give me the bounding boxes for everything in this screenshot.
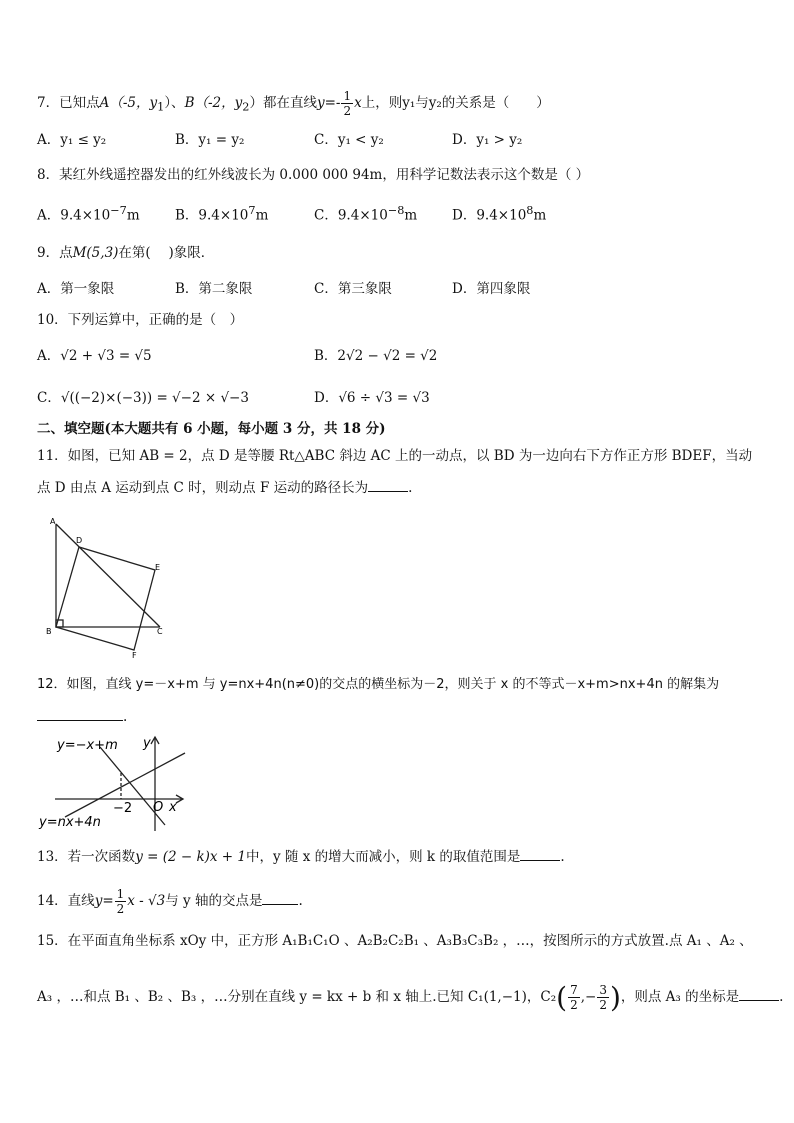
q11-label-b: B <box>46 627 52 636</box>
q12-label-x: x <box>169 800 177 815</box>
q12-stem-line2: . <box>37 708 127 726</box>
q11-answer-blank[interactable] <box>368 479 408 492</box>
q11-stem-line2: 点 D 由点 A 运动到点 C 时，则动点 F 运动的路径长为 . <box>37 480 413 496</box>
q8-option-a[interactable]: A．$9.4\times 10^{-7}m$ <box>37 204 140 224</box>
q7-option-b[interactable]: B．y₁ = y₂ <box>175 132 245 148</box>
q15-stem-line1: 15．在平面直角坐标系 xOy 中，正方形 A₁B₁C₁O 、A₂B₂C₂B₁ 、A₃B₃C₃B₂ ，…，按图所示的方式放置.点 A₁ 、A₂ 、 <box>37 933 753 949</box>
q14-fraction: $\frac{1}{2}$ <box>116 887 125 916</box>
q15-answer-blank[interactable] <box>739 988 779 1001</box>
q15-c2-y-fraction: $\frac{3}{2}$ <box>599 983 607 1012</box>
q11-stem-line1: 11．如图，已知 AB = 2，点 D 是等腰 Rt△ABC 斜边 AC 上的一动点，以 BD 为一边向右下方作正方形 BDEF，当动 <box>37 448 753 464</box>
q9-option-d[interactable]: D．第四象限 <box>452 281 531 297</box>
q13-stem: 13．若一次函数y = (2 − k)x + 1中，y 随 x 的增大而减小，则 k 的取值范围是 . <box>37 849 565 865</box>
q14-answer-blank[interactable] <box>262 892 298 905</box>
q7-option-c[interactable]: C．y₁ < y₂ <box>314 132 384 148</box>
q10-option-a[interactable]: A．√2 + √3 = √5 <box>37 348 152 364</box>
q7-option-d[interactable]: D．y₁ > y₂ <box>452 132 523 148</box>
q7-option-a[interactable]: A．y₁ ≤ y₂ <box>37 132 107 148</box>
q13-answer-blank[interactable] <box>520 848 560 861</box>
q12-label-y: y <box>143 736 151 751</box>
q12-stem-line1: 12．如图，直线 y=－x+m 与 y=nx+4n(n≠0)的交点的横坐标为－2，则关于 x 的不等式－x+m>nx+4n 的解集为 <box>37 677 720 692</box>
q11-label-a: A <box>50 517 56 526</box>
q8-option-c[interactable]: C．$9.4\times 10^{-8}m$ <box>314 204 418 224</box>
q11-figure <box>40 512 180 662</box>
q8-option-d[interactable]: D．$9.4\times 10^8m$ <box>452 204 547 224</box>
q7-stem: 7．已知点A（-5，$y_1$）、B（-2，$y_2$）都在直线y=- $\frac{1}{2}$ x上，则y₁与y₂的关系是（ ） <box>37 89 550 118</box>
section-2-title: 二、填空题(本大题共有 6 小题，每小题 3 分，共 18 分) <box>37 421 386 437</box>
q10-option-c[interactable]: C．√((−2)×(−3)) = √−2 × √−3 <box>37 390 249 406</box>
q15-stem-line2: A₃ ，…和点 B₁ 、B₂ 、B₃ ，…分别在直线 y = kx + b 和 x 轴上.已知 C₁(1,−1)，C₂( $\frac{7}{2}$ ,− $\frac{3}{2}$ )，则点 A₃ 的坐标是 . <box>37 980 784 1014</box>
q12-label-origin: O <box>153 800 164 815</box>
q11-label-c: C <box>157 627 163 636</box>
q15-c2-x-fraction: $\frac{7}{2}$ <box>570 983 578 1012</box>
q11-square-bdef <box>56 547 155 650</box>
q10-stem: 10．下列运算中，正确的是（ ） <box>37 312 244 328</box>
q14-stem: 14．直线y= $\frac{1}{2}$ x - √3与 y 轴的交点是 . <box>37 887 303 916</box>
q12-figure <box>35 733 190 833</box>
q9-stem: 9．点M(5,3)在第( )象限． <box>37 245 215 261</box>
q9-option-a[interactable]: A．第一象限 <box>37 281 115 297</box>
q8-stem: 8．某红外线遥控器发出的红外线波长为 0.000 000 94m，用科学记数法表示这个数是（ ） <box>37 167 590 183</box>
q10-option-b[interactable]: B．2√2 − √2 = √2 <box>314 348 438 364</box>
q12-label-tick: −2 <box>113 801 133 816</box>
q11-label-d: D <box>76 536 83 545</box>
q11-label-e: E <box>155 563 161 572</box>
q7-fraction: $\frac{1}{2}$ <box>343 89 352 118</box>
q11-label-f: F <box>132 651 137 660</box>
q12-answer-blank[interactable] <box>37 708 123 721</box>
q8-option-b[interactable]: B．$9.4\times 10^7m$ <box>175 204 269 224</box>
q12-label-line1: y=−x+m <box>57 738 118 753</box>
q12-label-line2: y=nx+4n <box>39 815 101 830</box>
q9-option-b[interactable]: B．第二象限 <box>175 281 253 297</box>
q10-option-d[interactable]: D．√6 ÷ √3 = √3 <box>314 390 430 406</box>
q9-option-c[interactable]: C．第三象限 <box>314 281 392 297</box>
